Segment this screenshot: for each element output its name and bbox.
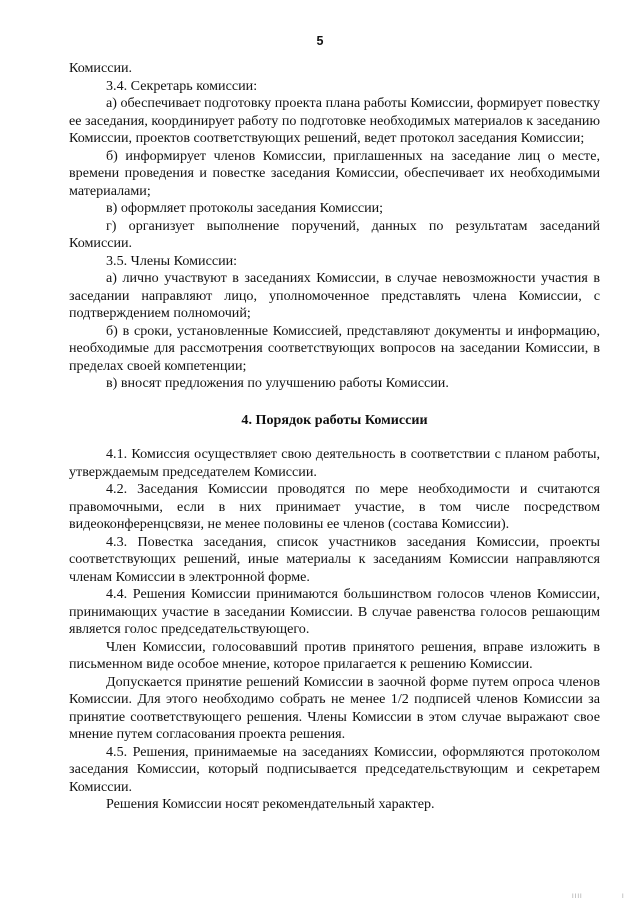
- paragraph: 4.5. Решения, принимаемые на заседаниях Комиссии, оформляются протоколом заседания Комиссии, который подписывается председательствующим и секретарем Комиссии.: [69, 743, 600, 795]
- paragraph: Решения Комиссии носят рекомендательный характер.: [106, 796, 435, 812]
- paragraph: а) лично участвуют в заседаниях Комиссии, в случае невозможности участия в заседании направляют лицо, уполномоченное представлять члена Комиссии, с подтверждением полномочий;: [69, 270, 600, 321]
- document-body: [69, 60, 600, 814]
- paragraph: 4.4. Решения Комиссии принимаются большинством голосов членов Комиссии, принимающих участие в заседании Комиссии. В случае равенства голосов решающим является голос председательствующего.: [69, 586, 600, 637]
- spacer: [69, 429, 600, 446]
- page-number: 5: [316, 34, 324, 48]
- section-3-paragraphs: [69, 60, 600, 393]
- paragraph: а) обеспечивает подготовку проекта плана работы Комиссии, формирует повестку ее заседания, координирует работу по подготовке необходимых материалов к заседанию Комиссии, проектов соответствующих решений, ведет протокол заседания Комиссии;: [69, 95, 600, 146]
- paragraph: г) организует выполнение поручений, данных по результатам заседаний Комиссии.: [69, 217, 600, 251]
- paragraph: Допускается принятие решений Комиссии в заочной форме путем опроса членов Комиссии. Для этого необходимо собрать не менее 1/2 подписей членов Комиссии за принятие соответствующего решения. Члены Комиссии в этом случае выражают свое мнение путем согласования проекта решения.: [69, 673, 600, 742]
- paragraph: 3.5. Члены Комиссии:: [106, 252, 238, 269]
- paragraph: Член Комиссии, голосовавший против принятого решения, вправе изложить в письменном виде особое мнение, которое прилагается к решению Комиссии.: [69, 638, 600, 672]
- paragraph: 4.1. Комиссия осуществляет свою деятельность в соответствии с планом работы, утверждаемым председателем Комиссии.: [69, 446, 600, 480]
- paragraph: в) вносят предложения по улучшению работы Комиссии.: [106, 375, 449, 391]
- footer-mark: I: [622, 894, 625, 900]
- spacer: [69, 393, 600, 412]
- paragraph: Комиссии.: [69, 60, 133, 76]
- section-heading: 4. Порядок работы Комиссии: [241, 411, 428, 428]
- paragraph: б) в сроки, установленные Комиссией, представляют документы и информацию, необходимые для рассмотрения соответствующих вопросов на заседании Комиссии, в пределах своей компетенции;: [69, 322, 600, 374]
- paragraph: в) оформляет протоколы заседания Комиссии;: [106, 200, 384, 216]
- footer-mark: IIII: [572, 894, 583, 900]
- paragraph: 4.2. Заседания Комиссии проводятся по мере необходимости и считаются правомочными, если в них принимает участие, в том числе посредством видеоконференцсвязи, не менее половины ее членов (состава Комиссии).: [69, 481, 600, 532]
- paragraph: б) информирует членов Комиссии, приглашенных на заседание лиц о месте, времени проведения и повестке заседания Комиссии, обеспечивает их необходимыми материалами;: [69, 147, 600, 199]
- paragraph: 3.4. Секретарь комиссии:: [106, 77, 258, 94]
- paragraph: 4.3. Повестка заседания, список участников заседания Комиссии, проекты соответствующих решений, иные материалы к заседаниям Комиссии направляются членам Комиссии в электронной форме.: [69, 533, 600, 585]
- section-4-paragraphs: [69, 446, 600, 814]
